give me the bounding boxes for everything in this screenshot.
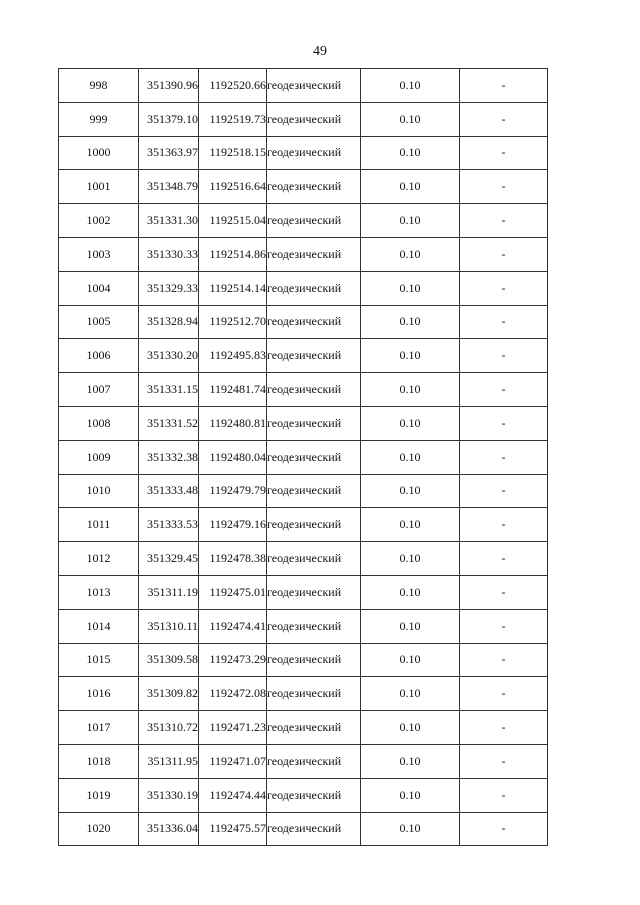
point-number-cell: 1019 <box>59 778 139 812</box>
y-coordinate-cell: 1192519.73 <box>199 102 267 136</box>
x-coordinate-cell: 351311.95 <box>139 744 199 778</box>
description-cell: - <box>460 711 548 745</box>
method-cell: геодезический <box>267 677 361 711</box>
table-row <box>59 305 548 339</box>
method-cell: геодезический <box>267 609 361 643</box>
accuracy-cell: 0.10 <box>361 305 460 339</box>
y-coordinate-cell: 1192471.23 <box>199 711 267 745</box>
table-row <box>59 170 548 204</box>
description-cell: - <box>460 136 548 170</box>
point-number-cell: 1002 <box>59 204 139 238</box>
x-coordinate-cell: 351332.38 <box>139 440 199 474</box>
description-cell: - <box>460 305 548 339</box>
method-cell: геодезический <box>267 136 361 170</box>
y-coordinate-cell: 1192475.57 <box>199 812 267 846</box>
method-cell: геодезический <box>267 237 361 271</box>
description-cell: - <box>460 339 548 373</box>
method-cell: геодезический <box>267 508 361 542</box>
x-coordinate-cell: 351336.04 <box>139 812 199 846</box>
description-cell: - <box>460 812 548 846</box>
table-row <box>59 136 548 170</box>
point-number-cell: 1015 <box>59 643 139 677</box>
point-number-cell: 1018 <box>59 744 139 778</box>
description-cell: - <box>460 778 548 812</box>
table-row <box>59 575 548 609</box>
method-cell: геодезический <box>267 711 361 745</box>
method-cell: геодезический <box>267 406 361 440</box>
accuracy-cell: 0.10 <box>361 508 460 542</box>
y-coordinate-cell: 1192514.14 <box>199 271 267 305</box>
accuracy-cell: 0.10 <box>361 778 460 812</box>
x-coordinate-cell: 351329.45 <box>139 542 199 576</box>
point-number-cell: 1012 <box>59 542 139 576</box>
table-row <box>59 237 548 271</box>
description-cell: - <box>460 677 548 711</box>
accuracy-cell: 0.10 <box>361 406 460 440</box>
page-number: 49 <box>313 44 327 59</box>
point-number-cell: 1006 <box>59 339 139 373</box>
x-coordinate-cell: 351333.48 <box>139 474 199 508</box>
y-coordinate-cell: 1192475.01 <box>199 575 267 609</box>
accuracy-cell: 0.10 <box>361 136 460 170</box>
table-row <box>59 204 548 238</box>
description-cell: - <box>460 474 548 508</box>
accuracy-cell: 0.10 <box>361 102 460 136</box>
method-cell: геодезический <box>267 373 361 407</box>
method-cell: геодезический <box>267 339 361 373</box>
x-coordinate-cell: 351333.53 <box>139 508 199 542</box>
method-cell: геодезический <box>267 69 361 103</box>
description-cell: - <box>460 542 548 576</box>
description-cell: - <box>460 575 548 609</box>
x-coordinate-cell: 351331.52 <box>139 406 199 440</box>
accuracy-cell: 0.10 <box>361 339 460 373</box>
x-coordinate-cell: 351309.82 <box>139 677 199 711</box>
method-cell: геодезический <box>267 474 361 508</box>
y-coordinate-cell: 1192481.74 <box>199 373 267 407</box>
table-row <box>59 542 548 576</box>
x-coordinate-cell: 351330.20 <box>139 339 199 373</box>
table-row <box>59 474 548 508</box>
x-coordinate-cell: 351363.97 <box>139 136 199 170</box>
y-coordinate-cell: 1192474.44 <box>199 778 267 812</box>
accuracy-cell: 0.10 <box>361 373 460 407</box>
table-row <box>59 339 548 373</box>
y-coordinate-cell: 1192514.86 <box>199 237 267 271</box>
y-coordinate-cell: 1192479.16 <box>199 508 267 542</box>
table-row <box>59 609 548 643</box>
accuracy-cell: 0.10 <box>361 643 460 677</box>
table-row <box>59 812 548 846</box>
point-number-cell: 1001 <box>59 170 139 204</box>
method-cell: геодезический <box>267 271 361 305</box>
table-row <box>59 778 548 812</box>
description-cell: - <box>460 204 548 238</box>
x-coordinate-cell: 351390.96 <box>139 69 199 103</box>
y-coordinate-cell: 1192480.04 <box>199 440 267 474</box>
accuracy-cell: 0.10 <box>361 204 460 238</box>
point-number-cell: 1000 <box>59 136 139 170</box>
x-coordinate-cell: 351328.94 <box>139 305 199 339</box>
table-row <box>59 711 548 745</box>
x-coordinate-cell: 351379.10 <box>139 102 199 136</box>
point-number-cell: 1010 <box>59 474 139 508</box>
point-number-cell: 1003 <box>59 237 139 271</box>
point-number-cell: 1013 <box>59 575 139 609</box>
accuracy-cell: 0.10 <box>361 271 460 305</box>
table-row <box>59 69 548 103</box>
table-row <box>59 508 548 542</box>
description-cell: - <box>460 609 548 643</box>
point-number-cell: 1017 <box>59 711 139 745</box>
point-number-cell: 1011 <box>59 508 139 542</box>
accuracy-cell: 0.10 <box>361 711 460 745</box>
description-cell: - <box>460 271 548 305</box>
accuracy-cell: 0.10 <box>361 744 460 778</box>
description-cell: - <box>460 373 548 407</box>
description-cell: - <box>460 406 548 440</box>
x-coordinate-cell: 351309.58 <box>139 643 199 677</box>
y-coordinate-cell: 1192471.07 <box>199 744 267 778</box>
x-coordinate-cell: 351311.19 <box>139 575 199 609</box>
description-cell: - <box>460 744 548 778</box>
table-row <box>59 406 548 440</box>
x-coordinate-cell: 351330.33 <box>139 237 199 271</box>
point-number-cell: 1005 <box>59 305 139 339</box>
x-coordinate-cell: 351348.79 <box>139 170 199 204</box>
description-cell: - <box>460 440 548 474</box>
accuracy-cell: 0.10 <box>361 609 460 643</box>
table-row <box>59 677 548 711</box>
accuracy-cell: 0.10 <box>361 812 460 846</box>
point-number-cell: 1014 <box>59 609 139 643</box>
method-cell: геодезический <box>267 102 361 136</box>
y-coordinate-cell: 1192495.83 <box>199 339 267 373</box>
accuracy-cell: 0.10 <box>361 170 460 204</box>
description-cell: - <box>460 643 548 677</box>
method-cell: геодезический <box>267 305 361 339</box>
x-coordinate-cell: 351310.72 <box>139 711 199 745</box>
y-coordinate-cell: 1192474.41 <box>199 609 267 643</box>
accuracy-cell: 0.10 <box>361 542 460 576</box>
description-cell: - <box>460 170 548 204</box>
accuracy-cell: 0.10 <box>361 237 460 271</box>
accuracy-cell: 0.10 <box>361 474 460 508</box>
method-cell: геодезический <box>267 204 361 238</box>
y-coordinate-cell: 1192516.64 <box>199 170 267 204</box>
x-coordinate-cell: 351331.15 <box>139 373 199 407</box>
point-number-cell: 999 <box>59 102 139 136</box>
y-coordinate-cell: 1192515.04 <box>199 204 267 238</box>
x-coordinate-cell: 351331.30 <box>139 204 199 238</box>
point-number-cell: 1016 <box>59 677 139 711</box>
x-coordinate-cell: 351329.33 <box>139 271 199 305</box>
table-row <box>59 271 548 305</box>
accuracy-cell: 0.10 <box>361 677 460 711</box>
point-number-cell: 1004 <box>59 271 139 305</box>
y-coordinate-cell: 1192518.15 <box>199 136 267 170</box>
x-coordinate-cell: 351310.11 <box>139 609 199 643</box>
method-cell: геодезический <box>267 778 361 812</box>
point-number-cell: 1020 <box>59 812 139 846</box>
x-coordinate-cell: 351330.19 <box>139 778 199 812</box>
y-coordinate-cell: 1192478.38 <box>199 542 267 576</box>
method-cell: геодезический <box>267 542 361 576</box>
y-coordinate-cell: 1192480.81 <box>199 406 267 440</box>
y-coordinate-cell: 1192473.29 <box>199 643 267 677</box>
method-cell: геодезический <box>267 440 361 474</box>
accuracy-cell: 0.10 <box>361 575 460 609</box>
point-number-cell: 998 <box>59 69 139 103</box>
method-cell: геодезический <box>267 575 361 609</box>
method-cell: геодезический <box>267 812 361 846</box>
description-cell: - <box>460 508 548 542</box>
point-number-cell: 1008 <box>59 406 139 440</box>
description-cell: - <box>460 102 548 136</box>
coordinates-table-body <box>59 69 548 846</box>
table-row <box>59 643 548 677</box>
point-number-cell: 1007 <box>59 373 139 407</box>
table-row <box>59 744 548 778</box>
table-row <box>59 440 548 474</box>
coordinates-table <box>58 68 548 846</box>
method-cell: геодезический <box>267 170 361 204</box>
y-coordinate-cell: 1192520.66 <box>199 69 267 103</box>
method-cell: геодезический <box>267 744 361 778</box>
description-cell: - <box>460 69 548 103</box>
table-row <box>59 102 548 136</box>
accuracy-cell: 0.10 <box>361 69 460 103</box>
table-row <box>59 373 548 407</box>
y-coordinate-cell: 1192479.79 <box>199 474 267 508</box>
accuracy-cell: 0.10 <box>361 440 460 474</box>
description-cell: - <box>460 237 548 271</box>
method-cell: геодезический <box>267 643 361 677</box>
y-coordinate-cell: 1192512.70 <box>199 305 267 339</box>
y-coordinate-cell: 1192472.08 <box>199 677 267 711</box>
point-number-cell: 1009 <box>59 440 139 474</box>
